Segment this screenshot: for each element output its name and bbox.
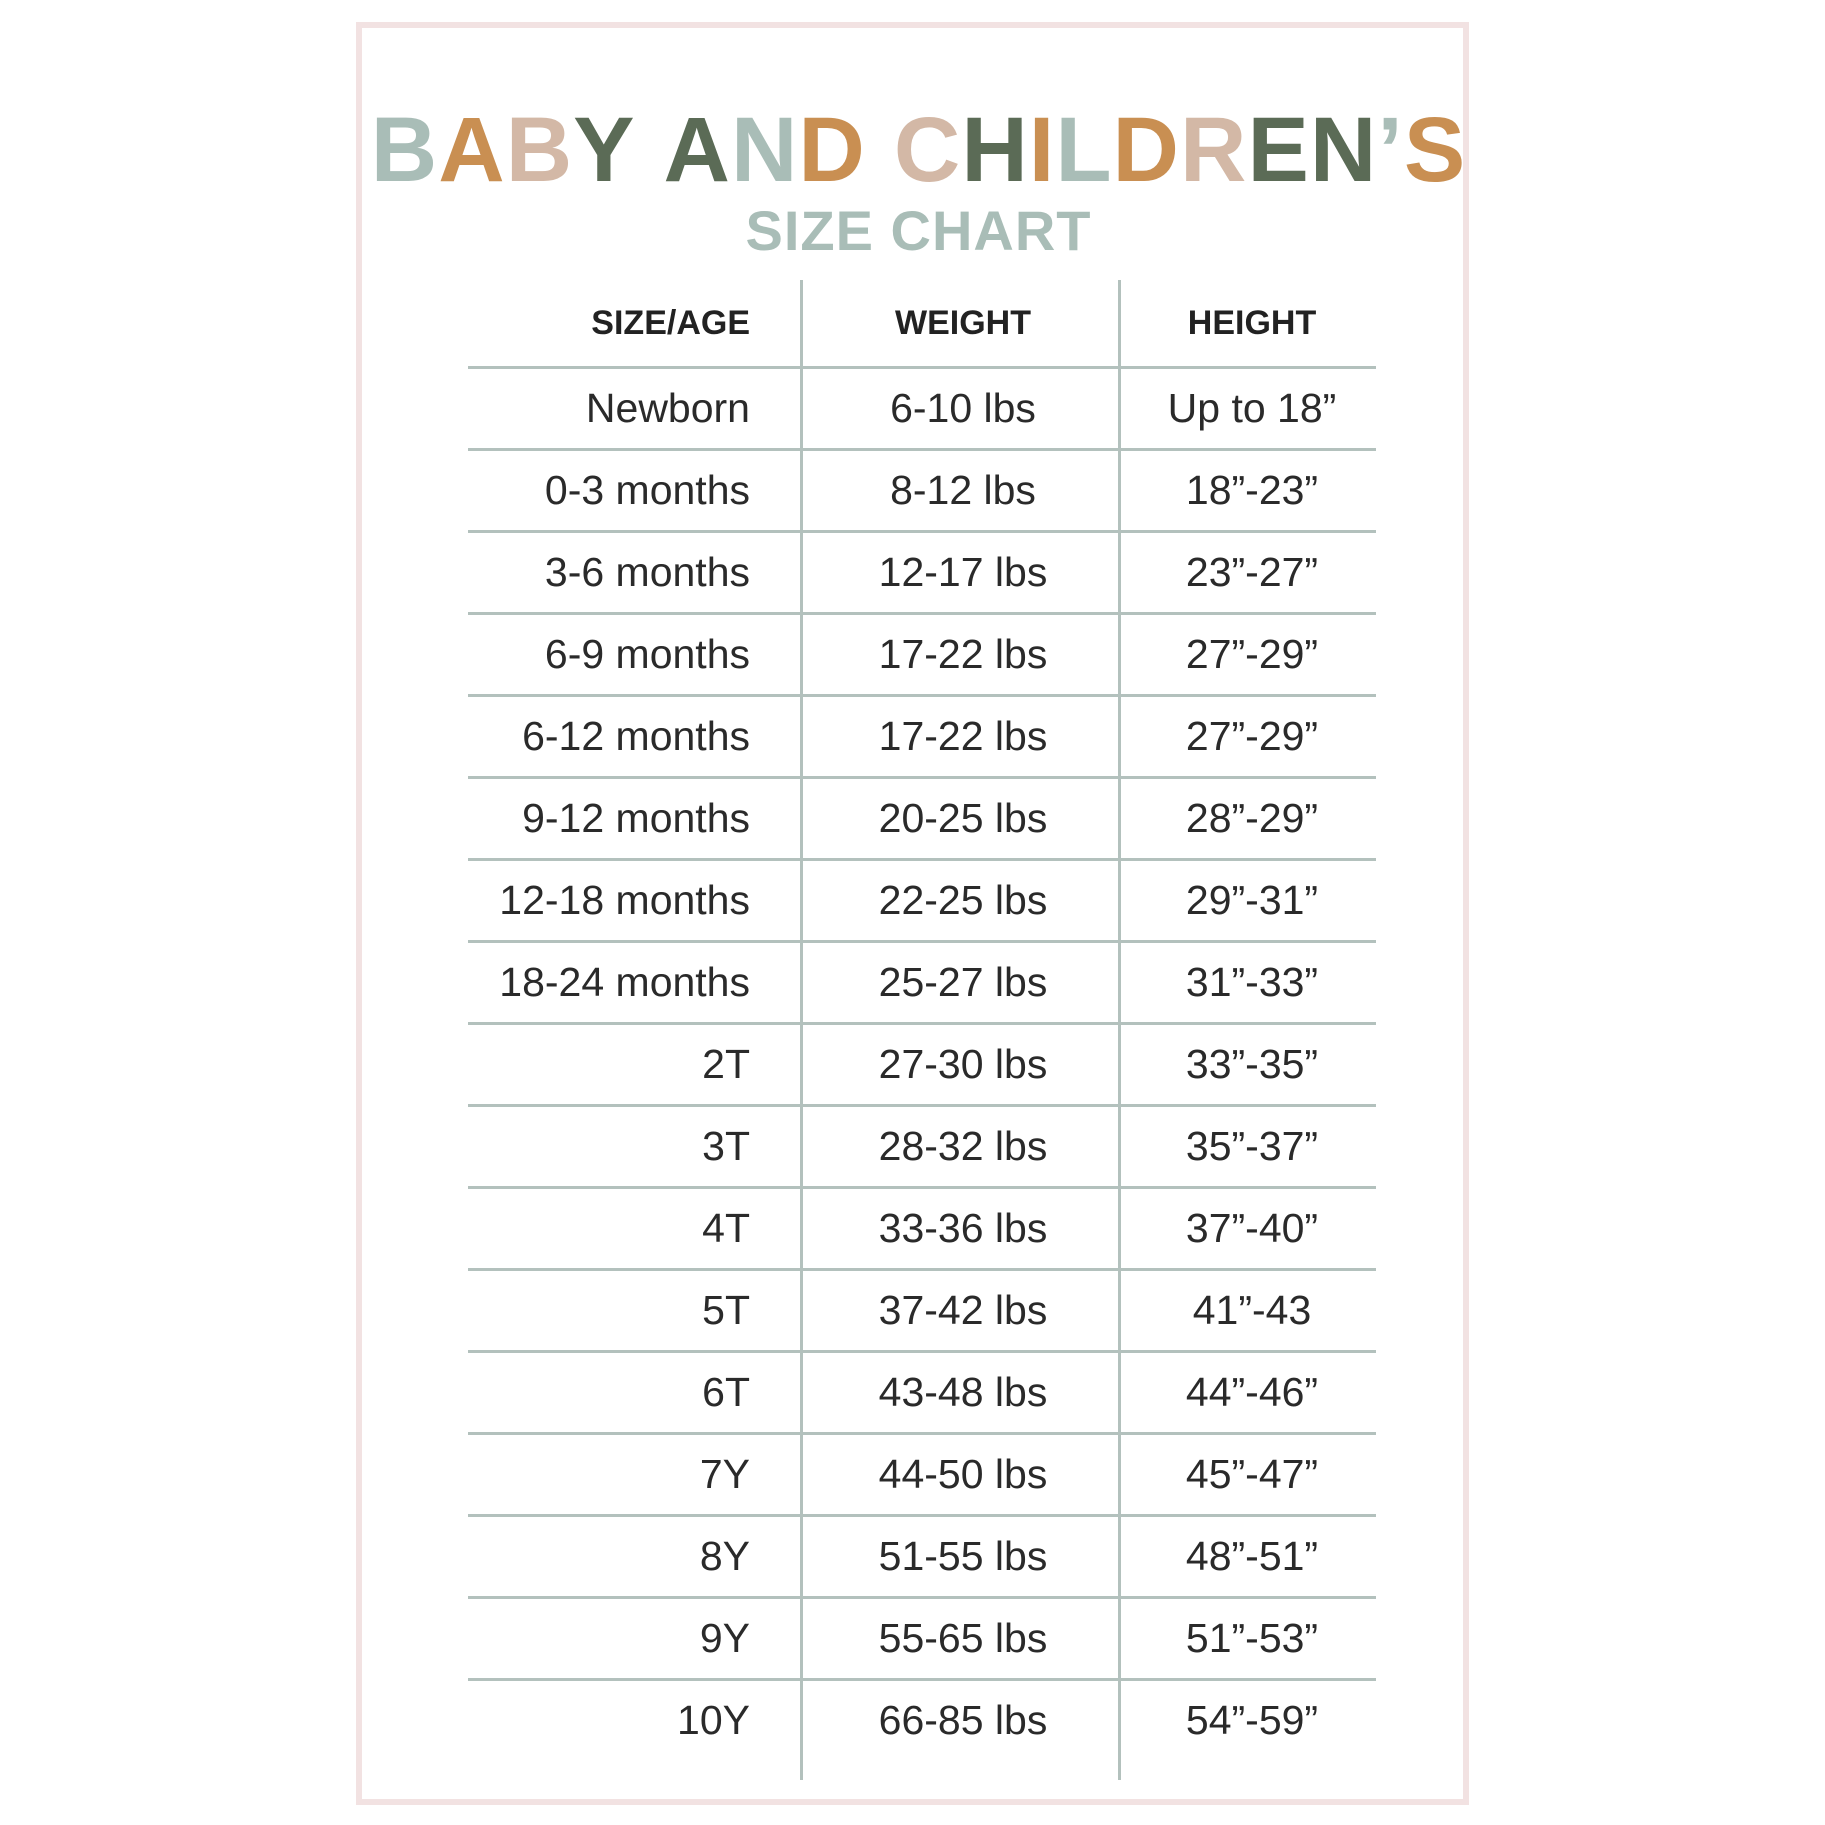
cell-size-age: 6-9 months [544, 631, 750, 677]
table-row [468, 1435, 1376, 1514]
title-letter: Y [573, 99, 636, 201]
cell-weight: 20-25 lbs [878, 795, 1048, 841]
cell-weight: 51-55 lbs [878, 1533, 1048, 1579]
table-row [468, 1107, 1376, 1186]
cell-size-age: 6-12 months [522, 713, 750, 759]
title-letter: ’ [1377, 99, 1404, 201]
cell-height: Up to 18” [1167, 385, 1337, 431]
cell-size-age: Newborn [585, 385, 750, 431]
table-row [468, 1025, 1376, 1104]
table-row [468, 451, 1376, 530]
cell-size-age: 5T [702, 1287, 750, 1333]
cell-weight: 12-17 lbs [878, 549, 1048, 595]
cell-height: 48”-51” [1185, 1533, 1319, 1579]
cell-size-age: 6T [702, 1369, 750, 1415]
cell-height: 31”-33” [1185, 959, 1319, 1005]
table-row [468, 1599, 1376, 1678]
cell-size-age: 18-24 months [499, 959, 750, 1005]
cell-weight: 6-10 lbs [890, 385, 1036, 431]
cell-size-age: 7Y [699, 1451, 750, 1497]
table-row [468, 1189, 1376, 1268]
cell-height: 45”-47” [1185, 1451, 1319, 1497]
title-letter: E [1247, 99, 1310, 201]
table-row [468, 1517, 1376, 1596]
title-letter: I [1028, 99, 1056, 201]
title-letter: S [1403, 99, 1467, 201]
chart-title [362, 98, 1475, 203]
cell-height: 41”-43 [1192, 1287, 1312, 1333]
chart-subtitle: SIZE CHART [745, 199, 1092, 262]
cell-height: 29”-31” [1185, 877, 1319, 923]
table-row [468, 697, 1376, 776]
size-chart-card [356, 22, 1469, 1805]
cell-height: 23”-27” [1185, 549, 1319, 595]
cell-weight: 27-30 lbs [878, 1041, 1048, 1087]
cell-height: 27”-29” [1185, 631, 1319, 677]
table-row [468, 1681, 1376, 1760]
cell-size-age: 9-12 months [522, 795, 750, 841]
cell-weight: 8-12 lbs [890, 467, 1036, 513]
title-letter: A [438, 99, 506, 201]
cell-weight: 43-48 lbs [878, 1369, 1048, 1415]
cell-size-age: 2T [702, 1041, 750, 1087]
title-letter: B [505, 99, 574, 201]
title-letter: D [1112, 99, 1180, 201]
cell-weight: 22-25 lbs [878, 877, 1048, 923]
title-letter: D [798, 99, 866, 201]
header-weight: WEIGHT [895, 303, 1031, 342]
cell-height: 44”-46” [1185, 1369, 1319, 1415]
cell-height: 27”-29” [1185, 713, 1319, 759]
table-row [468, 1271, 1376, 1350]
cell-size-age: 12-18 months [499, 877, 750, 923]
cell-weight: 37-42 lbs [878, 1287, 1048, 1333]
cell-size-age: 3T [702, 1123, 750, 1169]
table-row [468, 779, 1376, 858]
title-letter: H [961, 99, 1029, 201]
table-row [468, 369, 1376, 448]
cell-size-age: 10Y [677, 1697, 750, 1743]
cell-size-age: 9Y [699, 1615, 750, 1661]
cell-weight: 25-27 lbs [878, 959, 1048, 1005]
cell-weight: 55-65 lbs [878, 1615, 1048, 1661]
title-letter: N [730, 99, 799, 201]
table-row [468, 861, 1376, 940]
cell-weight: 17-22 lbs [878, 713, 1048, 759]
cell-height: 51”-53” [1185, 1615, 1319, 1661]
cell-size-age: 0-3 months [544, 467, 750, 513]
cell-weight: 44-50 lbs [878, 1451, 1048, 1497]
cell-weight: 66-85 lbs [878, 1697, 1048, 1743]
table-row [468, 533, 1376, 612]
cell-size-age: 3-6 months [544, 549, 750, 595]
cell-height: 35”-37” [1185, 1123, 1319, 1169]
header-height: HEIGHT [1187, 303, 1317, 342]
cell-weight: 33-36 lbs [878, 1205, 1048, 1251]
cell-size-age: 4T [702, 1205, 750, 1251]
title-letter: N [1309, 99, 1378, 201]
cell-height: 28”-29” [1185, 795, 1319, 841]
cell-weight: 28-32 lbs [878, 1123, 1048, 1169]
title-letter: L [1055, 99, 1113, 201]
table-header-row [468, 280, 1376, 366]
cell-height: 54”-59” [1185, 1697, 1319, 1743]
title-letter: A [663, 99, 731, 201]
header-size-age: SIZE/AGE [591, 303, 750, 342]
table-row [468, 943, 1376, 1022]
cell-size-age: 8Y [699, 1533, 750, 1579]
table-row [468, 1353, 1376, 1432]
title-letter: R [1180, 99, 1248, 201]
title-letter: B [370, 99, 439, 201]
title-letter: C [893, 99, 962, 201]
cell-weight: 17-22 lbs [878, 631, 1048, 677]
cell-height: 33”-35” [1185, 1041, 1319, 1087]
cell-height: 18”-23” [1185, 467, 1319, 513]
table-row [468, 615, 1376, 694]
cell-height: 37”-40” [1185, 1205, 1319, 1251]
